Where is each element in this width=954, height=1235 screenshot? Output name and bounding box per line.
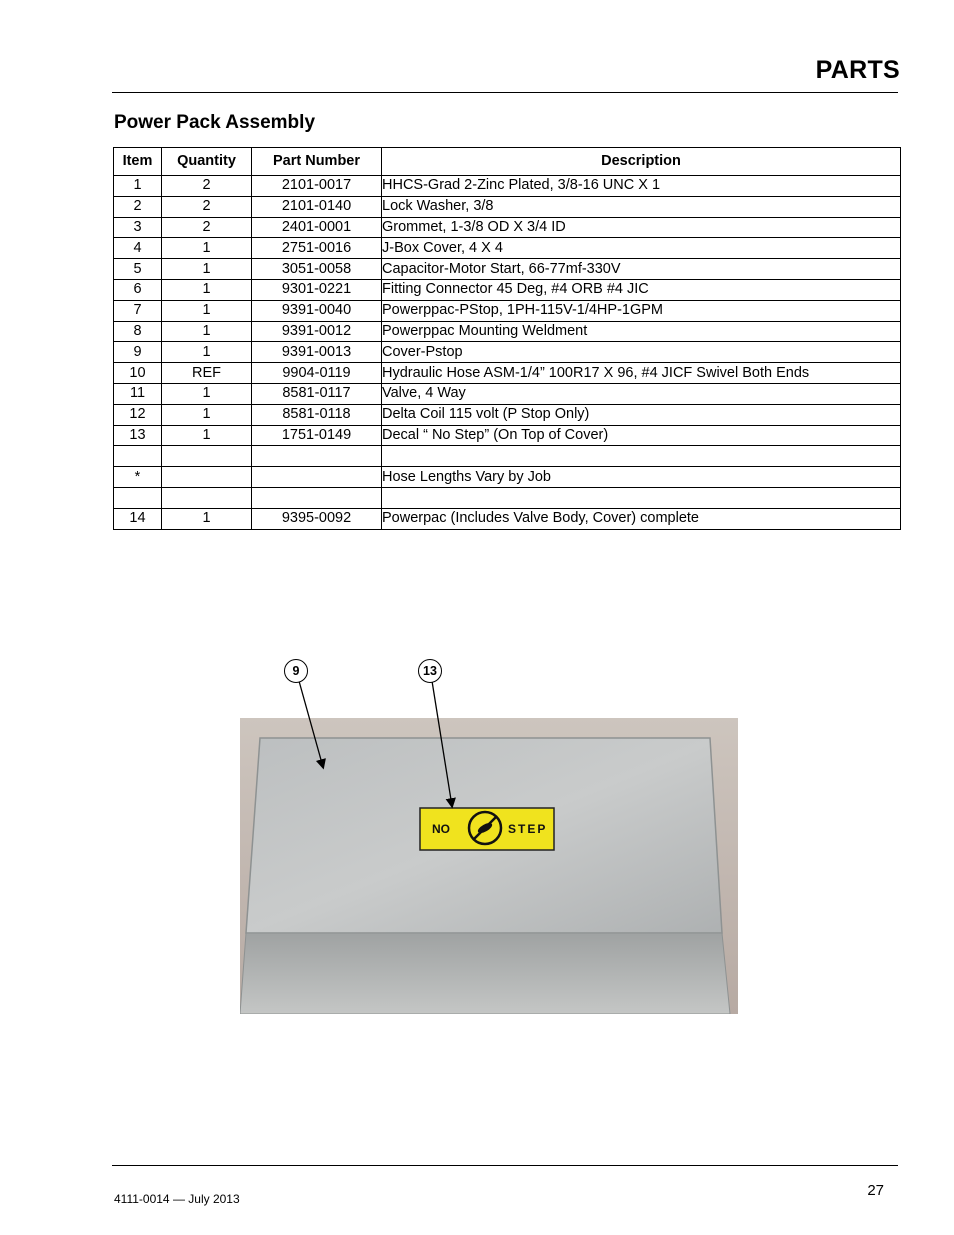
table-header-row — [114, 148, 901, 176]
cell-part-number: 3051-0058 — [252, 259, 382, 280]
cell-part-number: 2101-0017 — [252, 176, 382, 197]
cell-item: 7 — [114, 300, 162, 321]
cell-quantity: 1 — [162, 404, 252, 425]
cell-description: J-Box Cover, 4 X 4 — [382, 238, 901, 259]
cell-description: Lock Washer, 3/8 — [382, 196, 901, 217]
cell-quantity: REF — [162, 363, 252, 384]
table-row — [114, 300, 901, 321]
cell-quantity: 1 — [162, 279, 252, 300]
cell-part-number: 2101-0140 — [252, 196, 382, 217]
cover-front-side — [240, 933, 730, 1014]
cell-item: 8 — [114, 321, 162, 342]
table-row — [114, 383, 901, 404]
cell-description: Cover-Pstop — [382, 342, 901, 363]
cell-description: Hydraulic Hose ASM-1/4” 100R17 X 96, #4 JICF Swivel Both Ends — [382, 363, 901, 384]
page-number: 27 — [867, 1182, 884, 1199]
decal-text-no: NO — [432, 822, 450, 836]
cell-part-number: 2751-0016 — [252, 238, 382, 259]
table-row — [114, 259, 901, 280]
cell-item: 1 — [114, 176, 162, 197]
cell-part-number: 9301-0221 — [252, 279, 382, 300]
cell-part-number: 9391-0012 — [252, 321, 382, 342]
cell-description: Valve, 4 Way — [382, 383, 901, 404]
header-rule — [112, 92, 898, 93]
cell-part-number: 9391-0013 — [252, 342, 382, 363]
table-row — [114, 508, 901, 529]
cell-quantity — [162, 487, 252, 508]
cell-quantity: 1 — [162, 300, 252, 321]
cell-item: 13 — [114, 425, 162, 446]
power-pack-cover-photo — [240, 718, 738, 1014]
cell-part-number — [252, 446, 382, 467]
cell-item: 6 — [114, 279, 162, 300]
cell-description: Fitting Connector 45 Deg, #4 ORB #4 JIC — [382, 279, 901, 300]
cell-item: 10 — [114, 363, 162, 384]
table-row — [114, 363, 901, 384]
cell-item: * — [114, 467, 162, 488]
cell-description — [382, 487, 901, 508]
table-row — [114, 404, 901, 425]
table-row — [114, 487, 901, 508]
cell-part-number: 9904-0119 — [252, 363, 382, 384]
table-row — [114, 217, 901, 238]
cell-item: 14 — [114, 508, 162, 529]
document-id: 4111-0014 — July 2013 — [114, 1192, 240, 1206]
decal-text-step: STEP — [508, 822, 548, 836]
cell-item: 11 — [114, 383, 162, 404]
cell-quantity: 1 — [162, 342, 252, 363]
cell-description: HHCS-Grad 2-Zinc Plated, 3/8-16 UNC X 1 — [382, 176, 901, 197]
page-header-title: PARTS — [815, 56, 900, 84]
table-row — [114, 342, 901, 363]
cell-item: 9 — [114, 342, 162, 363]
cell-description: Decal “ No Step” (On Top of Cover) — [382, 425, 901, 446]
cell-part-number: 8581-0117 — [252, 383, 382, 404]
table-row — [114, 279, 901, 300]
footer-rule — [112, 1165, 898, 1166]
cell-part-number — [252, 467, 382, 488]
section-title: Power Pack Assembly — [114, 112, 316, 133]
cell-item: 3 — [114, 217, 162, 238]
cell-quantity: 1 — [162, 425, 252, 446]
table-row — [114, 321, 901, 342]
table-row — [114, 176, 901, 197]
cell-item: 12 — [114, 404, 162, 425]
cell-part-number: 2401-0001 — [252, 217, 382, 238]
cell-part-number: 8581-0118 — [252, 404, 382, 425]
cell-quantity: 1 — [162, 259, 252, 280]
parts-table — [113, 147, 901, 530]
cell-quantity — [162, 446, 252, 467]
cell-description — [382, 446, 901, 467]
cell-quantity: 1 — [162, 383, 252, 404]
cell-quantity: 2 — [162, 196, 252, 217]
cell-quantity — [162, 467, 252, 488]
cell-quantity: 2 — [162, 176, 252, 197]
column-header-part-number: Part Number — [252, 148, 382, 176]
cell-quantity: 1 — [162, 321, 252, 342]
cell-item: 5 — [114, 259, 162, 280]
cell-description: Grommet, 1-3/8 OD X 3/4 ID — [382, 217, 901, 238]
cell-description: Powerpac (Includes Valve Body, Cover) complete — [382, 508, 901, 529]
table-row — [114, 196, 901, 217]
cell-description: Powerppac-PStop, 1PH-115V-1/4HP-1GPM — [382, 300, 901, 321]
cell-part-number: 9395-0092 — [252, 508, 382, 529]
parts-table-body — [114, 176, 901, 530]
cell-description: Delta Coil 115 volt (P Stop Only) — [382, 404, 901, 425]
cell-quantity: 2 — [162, 217, 252, 238]
cell-item — [114, 487, 162, 508]
table-row — [114, 425, 901, 446]
cell-description: Hose Lengths Vary by Job — [382, 467, 901, 488]
callout-9: 9 — [284, 659, 308, 683]
cell-quantity: 1 — [162, 508, 252, 529]
column-header-item: Item — [114, 148, 162, 176]
cell-quantity: 1 — [162, 238, 252, 259]
table-row — [114, 467, 901, 488]
cell-part-number: 1751-0149 — [252, 425, 382, 446]
cell-item — [114, 446, 162, 467]
table-row — [114, 446, 901, 467]
cell-part-number — [252, 487, 382, 508]
cell-item: 4 — [114, 238, 162, 259]
cell-description: Capacitor-Motor Start, 66-77mf-330V — [382, 259, 901, 280]
cell-part-number: 9391-0040 — [252, 300, 382, 321]
cell-description: Powerppac Mounting Weldment — [382, 321, 901, 342]
column-header-quantity: Quantity — [162, 148, 252, 176]
callout-13: 13 — [418, 659, 442, 683]
cell-item: 2 — [114, 196, 162, 217]
column-header-description: Description — [382, 148, 901, 176]
table-row — [114, 238, 901, 259]
